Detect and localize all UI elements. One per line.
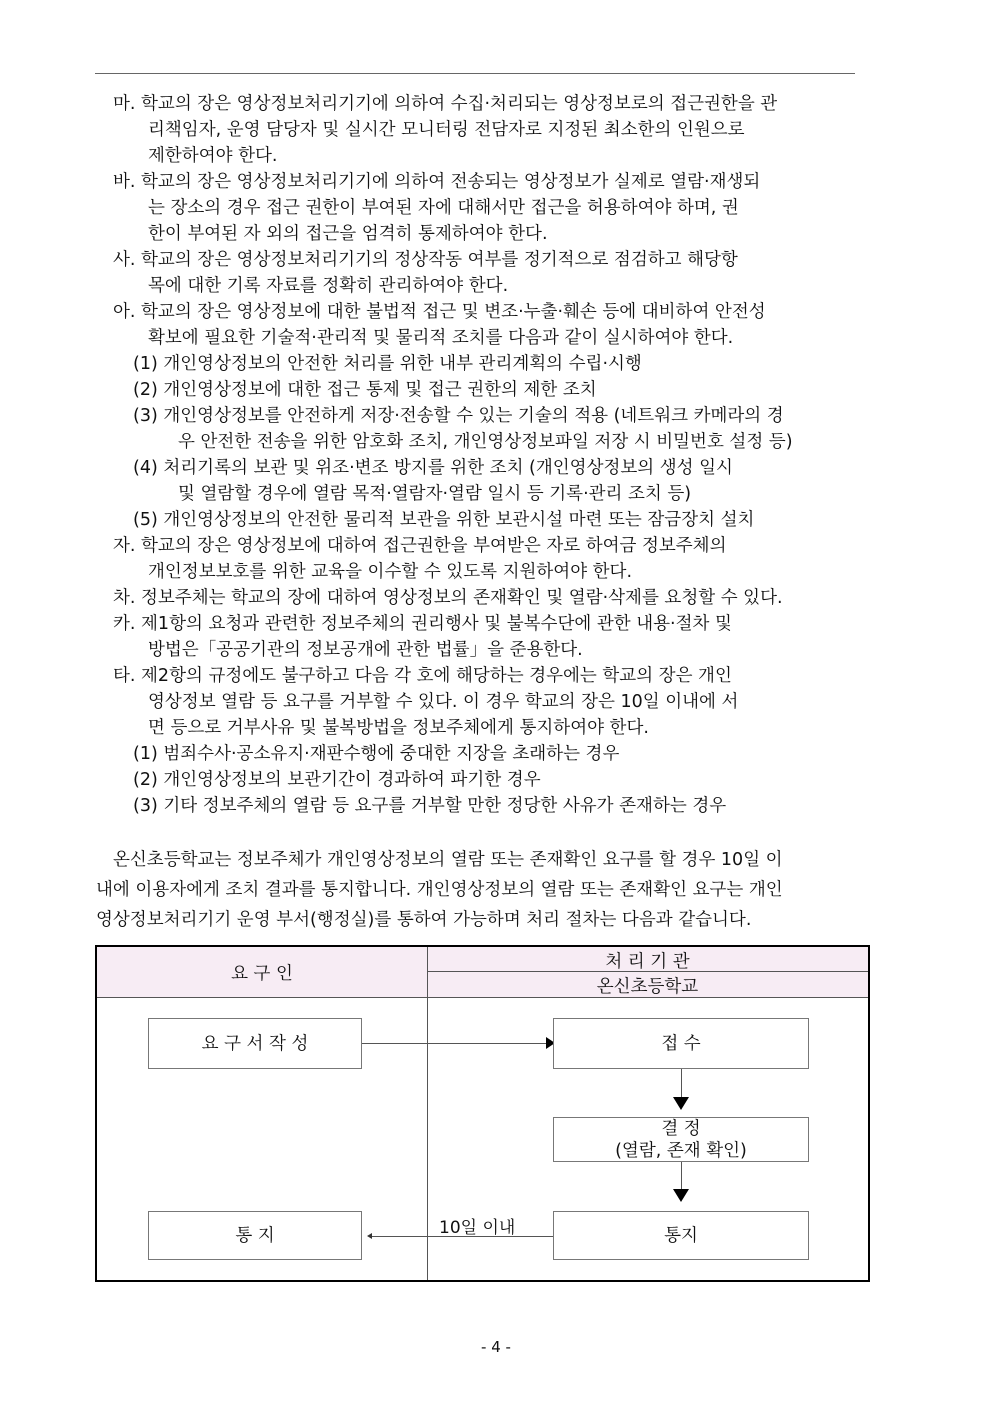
deadline-label: 10일 이내 — [439, 1218, 516, 1238]
clause-ja-line1: 자. 학교의 장은 영상정보에 대하여 접근권한을 부여받은 자로 하여금 정보주체의 — [113, 536, 727, 556]
clause-ka-line2: 방법은「공공기관의 정보공개에 관한 법률」을 준용한다. — [148, 640, 583, 660]
clause-ma-line3: 제한하여야 한다. — [148, 146, 278, 166]
sub-a-5: (5) 개인영상정보의 안전한 물리적 보관을 위한 보관시설 마련 또는 잠금장치 설치 — [133, 510, 755, 530]
sub-b-1: (1) 범죄수사·공소유지·재판수행에 중대한 지장을 초래하는 경우 — [133, 744, 620, 764]
clause-ja-line2: 개인정보보호를 위한 교육을 이수할 수 있도록 지원하여야 한다. — [148, 562, 633, 582]
arrow-head-down-2 — [673, 1189, 689, 1202]
handler-name: 온신초등학교 — [596, 977, 699, 997]
handler-header: 처 리 기 관 — [605, 952, 690, 972]
sub-a-3-line2: 우 안전한 전송을 위한 암호화 조치, 개인영상정보파일 저장 시 비밀번호 설정 등) — [178, 432, 793, 452]
step-notify-handler-label: 통지 — [664, 1225, 698, 1246]
clause-ba-line2: 는 장소의 경우 접근 권한이 부여된 자에 대해서만 접근을 허용하여야 하며, 권 — [148, 198, 739, 218]
clause-ta-line2: 영상정보 열람 등 요구를 거부할 수 있다. 이 경우 학교의 장은 10일 이내에 서 — [148, 692, 739, 712]
sub-a-3-line1: (3) 개인영상정보를 안전하게 저장·전송할 수 있는 기술의 적용 (네트워크 카메라의 경 — [133, 406, 784, 426]
clause-ta-line3: 면 등으로 거부사유 및 불복방법을 정보주체에게 통지하여야 한다. — [148, 718, 649, 738]
clause-ma-line1: 마. 학교의 장은 영상정보처리기기에 의하여 수집·처리되는 영상정보로의 접근권한을 관 — [113, 94, 778, 114]
clause-a-line1: 아. 학교의 장은 영상정보에 대한 불법적 접근 및 변조·누출·훼손 등에 대비하여 안전성 — [113, 302, 766, 322]
sub-a-2: (2) 개인영상정보에 대한 접근 통제 및 접근 권한의 제한 조치 — [133, 380, 597, 400]
sub-a-4-line1: (4) 처리기록의 보관 및 위조·변조 방지를 위한 조치 (개인영상정보의 생성 일시 — [133, 458, 733, 478]
step-decide-sublabel: (열람, 존재 확인) — [615, 1140, 747, 1161]
sub-b-2: (2) 개인영상정보의 보관기간이 경과하여 파기한 경우 — [133, 770, 541, 790]
clause-ba-line3: 한이 부여된 자 외의 접근을 엄격히 통제하여야 한다. — [148, 224, 548, 244]
clause-ba-line1: 바. 학교의 장은 영상정보처리기기에 의하여 전송되는 영상정보가 실제로 열람·재생되 — [113, 172, 761, 192]
clause-ta-line1: 타. 제2항의 규정에도 불구하고 다음 각 호에 해당하는 경우에는 학교의 장은 개인 — [113, 666, 732, 686]
intro-line3: 영상정보처리기기 운영 부서(행정실)를 통하여 가능하며 처리 절차는 다음과 같습니다. — [96, 910, 752, 930]
clause-cha: 차. 정보주체는 학교의 장에 대하여 영상정보의 존재확인 및 열람·삭제를 요청할 수 있다. — [113, 588, 783, 608]
step-receive — [553, 1018, 809, 1069]
arrow-decide-to-notify — [681, 1162, 682, 1189]
step-notify-handler — [553, 1211, 809, 1260]
arrow-receive-to-decide — [681, 1069, 682, 1097]
step-decide — [553, 1117, 809, 1162]
clause-ka-line1: 카. 제1항의 요청과 관련한 정보주체의 권리행사 및 불복수단에 관한 내용·절차 및 — [113, 614, 732, 634]
clause-sa-line1: 사. 학교의 장은 영상정보처리기기의 정상작동 여부를 정기적으로 점검하고 해당항 — [113, 250, 738, 270]
step-notify-requester-label: 통 지 — [235, 1225, 275, 1246]
arrow-head-left — [367, 1233, 372, 1239]
sub-a-1: (1) 개인영상정보의 안전한 처리를 위한 내부 관리계획의 수립·시행 — [133, 354, 642, 374]
arrow-write-to-receive — [362, 1043, 553, 1044]
process-flow-diagram — [95, 945, 870, 1282]
page-number: - 4 - — [481, 1338, 511, 1356]
arrow-head-down-1 — [673, 1097, 689, 1110]
step-receive-label: 접 수 — [661, 1033, 701, 1054]
sub-a-4-line2: 및 열람할 경우에 열람 목적·열람자·열람 일시 등 기록·관리 조치 등) — [178, 484, 692, 504]
step-notify-requester — [148, 1211, 362, 1260]
clause-a-line2: 확보에 필요한 기술적·관리적 및 물리적 조치를 다음과 같이 실시하여야 한다. — [148, 328, 734, 348]
step-decide-label: 결 정 — [661, 1118, 701, 1139]
header-rule — [95, 73, 855, 74]
intro-line1: 온신초등학교는 정보주체가 개인영상정보의 열람 또는 존재확인 요구를 할 경우 10일 이 — [113, 850, 783, 870]
clause-sa-line2: 목에 대한 기록 자료를 정확히 관리하여야 한다. — [148, 276, 509, 296]
sub-b-3: (3) 기타 정보주체의 열람 등 요구를 거부할 만한 정당한 사유가 존재하는 경우 — [133, 796, 727, 816]
intro-line2: 내에 이용자에게 조치 결과를 통지합니다. 개인영상정보의 열람 또는 존재확인 요구는 개인 — [96, 880, 783, 900]
step-write-request — [148, 1018, 362, 1069]
step-write-label: 요 구 서 작 성 — [201, 1033, 309, 1054]
requester-header: 요 구 인 — [231, 964, 293, 984]
clause-ma-line2: 리책임자, 운영 담당자 및 실시간 모니터링 전담자로 지정된 최소한의 인원으로 — [148, 120, 745, 140]
